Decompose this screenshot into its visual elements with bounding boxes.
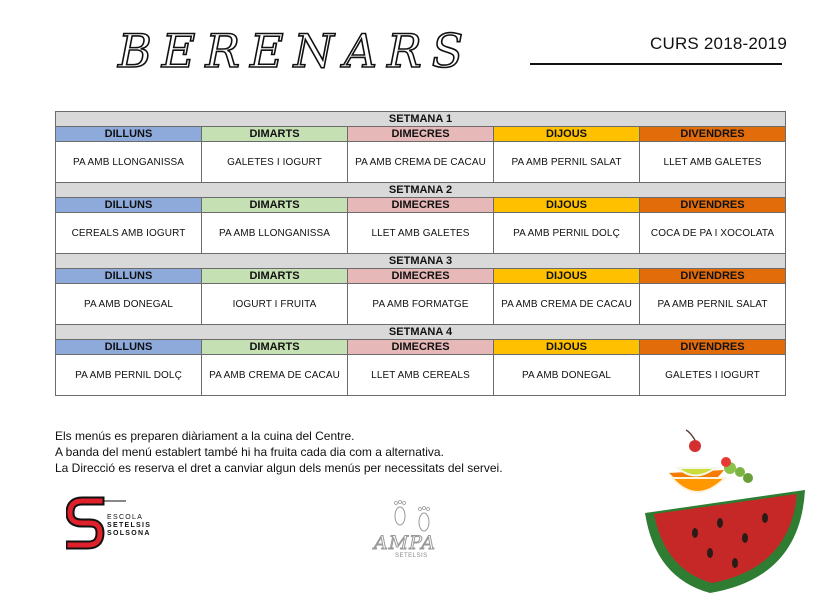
- day-header-dimecres: DIMECRES: [348, 340, 494, 355]
- weekly-menu-table: [55, 111, 786, 396]
- meal-cell: COCA DE PA I XOCOLATA: [640, 213, 786, 254]
- note-line: Els menús es preparen diàriament a la cuina del Centre.: [55, 429, 355, 443]
- week-header: SETMANA 2: [56, 183, 786, 198]
- day-header-divendres: DIVENDRES: [640, 340, 786, 355]
- meal-cell: PA AMB PERNIL SALAT: [640, 284, 786, 325]
- day-header-dilluns: DILLUNS: [56, 127, 202, 142]
- meal-cell: PA AMB LLONGANISSA: [56, 142, 202, 183]
- meal-cell: GALETES I IOGURT: [640, 355, 786, 396]
- meal-cell: CEREALS AMB IOGURT: [56, 213, 202, 254]
- school-name: [107, 514, 151, 538]
- page-title: BERENARS: [118, 24, 474, 78]
- course-underline: [530, 63, 782, 65]
- day-header-dijous: DIJOUS: [494, 269, 640, 284]
- meal-cell: PA AMB DONEGAL: [56, 284, 202, 325]
- day-header-dimarts: DIMARTS: [202, 269, 348, 284]
- meal-cell: PA AMB FORMATGE: [348, 284, 494, 325]
- week-header: SETMANA 1: [56, 112, 786, 127]
- week-header: SETMANA 4: [56, 325, 786, 340]
- day-header-dimecres: DIMECRES: [348, 269, 494, 284]
- meal-cell: PA AMB PERNIL DOLÇ: [494, 213, 640, 254]
- meal-cell: PA AMB CREMA DE CACAU: [348, 142, 494, 183]
- notes: [55, 428, 503, 476]
- day-header-dilluns: DILLUNS: [56, 269, 202, 284]
- day-header-dijous: DIJOUS: [494, 198, 640, 213]
- ampa-logo-text: AMPA: [374, 532, 436, 554]
- meal-cell: PA AMB DONEGAL: [494, 355, 640, 396]
- day-header-dimarts: DIMARTS: [202, 340, 348, 355]
- day-header-divendres: DIVENDRES: [640, 127, 786, 142]
- course-year: CURS 2018-2019: [650, 34, 787, 53]
- week-header: SETMANA 3: [56, 254, 786, 269]
- meal-cell: PA AMB CREMA DE CACAU: [202, 355, 348, 396]
- day-header-dijous: DIJOUS: [494, 340, 640, 355]
- day-header-dilluns: DILLUNS: [56, 340, 202, 355]
- day-header-divendres: DIVENDRES: [640, 269, 786, 284]
- meal-cell: LLET AMB GALETES: [640, 142, 786, 183]
- school-line: SOLSONA: [107, 530, 151, 537]
- school-line: ESCOLA: [107, 514, 144, 521]
- note-line: A banda del menú establert també hi ha fruita cada dia com a alternativa.: [55, 445, 444, 459]
- meal-cell: IOGURT I FRUITA: [202, 284, 348, 325]
- fruit-illustration: [640, 428, 810, 598]
- day-header-divendres: DIVENDRES: [640, 198, 786, 213]
- day-header-dimecres: DIMECRES: [348, 127, 494, 142]
- day-header-dimecres: DIMECRES: [348, 198, 494, 213]
- meal-cell: PA AMB CREMA DE CACAU: [494, 284, 640, 325]
- meal-cell: PA AMB PERNIL SALAT: [494, 142, 640, 183]
- meal-cell: LLET AMB CEREALS: [348, 355, 494, 396]
- meal-cell: LLET AMB GALETES: [348, 213, 494, 254]
- meal-cell: GALETES I IOGURT: [202, 142, 348, 183]
- day-header-dimarts: DIMARTS: [202, 127, 348, 142]
- ampa-logo-subtext: SETELSIS: [395, 553, 428, 559]
- meal-cell: PA AMB PERNIL DOLÇ: [56, 355, 202, 396]
- day-header-dilluns: DILLUNS: [56, 198, 202, 213]
- day-header-dimarts: DIMARTS: [202, 198, 348, 213]
- meal-cell: PA AMB LLONGANISSA: [202, 213, 348, 254]
- note-line: La Direcció es reserva el dret a canviar algun dels menús per necessitats del servei.: [55, 461, 503, 475]
- school-line: SETELSIS: [107, 522, 152, 529]
- day-header-dijous: DIJOUS: [494, 127, 640, 142]
